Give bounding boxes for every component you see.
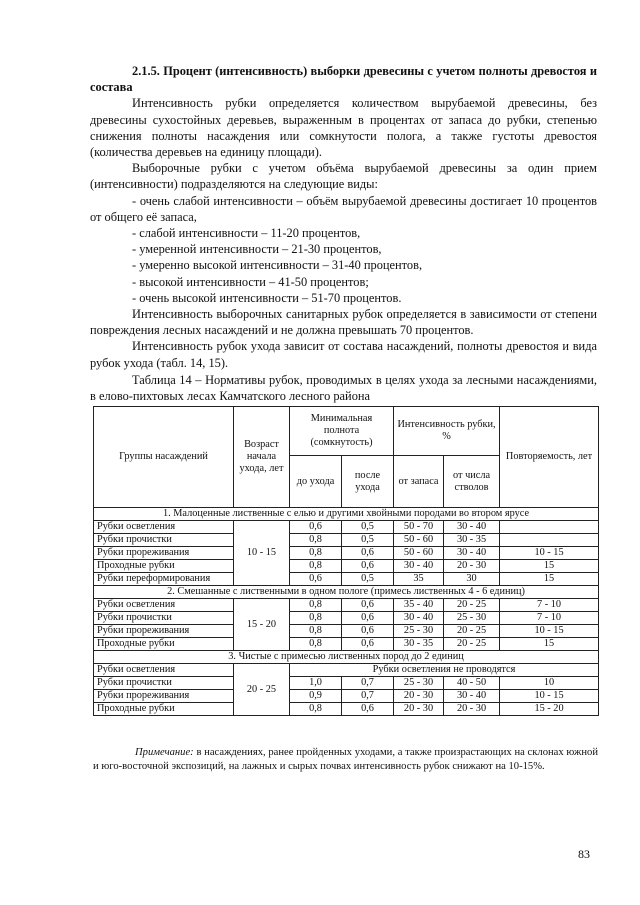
section-title-row: [94, 508, 599, 521]
table-row: [94, 534, 599, 547]
cell-repeat: 7 - 10: [500, 599, 599, 612]
cell-repeat: [500, 534, 599, 547]
cell-name: Проходные рубки: [94, 560, 234, 573]
cell-name: Проходные рубки: [94, 638, 234, 651]
table-caption: Таблица 14 – Нормативы рубок, проводимых в целях ухода за лесными насаждениями, в елово-пихтовых лесах Камчатского лесного района: [90, 372, 597, 404]
cell-trees: 20 - 30: [444, 560, 500, 573]
cell-stock: 20 - 30: [394, 690, 444, 703]
cell-after: 0,7: [342, 690, 394, 703]
cell-age: 20 - 25: [234, 664, 290, 716]
list-item: - умеренной интенсивности – 21-30 процентов,: [132, 242, 382, 257]
header-intensity: Интенсивность рубки, %: [394, 407, 500, 456]
cell-trees: 30 - 40: [444, 547, 500, 560]
section-title-row: [94, 586, 599, 599]
table-row: [94, 625, 599, 638]
cell-before: 0,8: [290, 599, 342, 612]
cell-merged-note: Рубки осветления не проводятся: [290, 664, 599, 677]
cell-before: 0,8: [290, 703, 342, 716]
cell-trees: 20 - 25: [444, 599, 500, 612]
cell-trees: 30 - 35: [444, 534, 500, 547]
header-density-before: до ухода: [290, 456, 342, 508]
cell-after: 0,5: [342, 573, 394, 586]
cell-name: Рубки осветления: [94, 664, 234, 677]
cell-repeat: 15: [500, 638, 599, 651]
table-row: [94, 677, 599, 690]
cell-repeat: 7 - 10: [500, 612, 599, 625]
cell-age: 10 - 15: [234, 521, 290, 586]
cell-before: 0,8: [290, 638, 342, 651]
cell-after: 0,6: [342, 638, 394, 651]
cell-after: 0,7: [342, 677, 394, 690]
cell-after: 0,6: [342, 547, 394, 560]
table-row: [94, 638, 599, 651]
note-label: Примечание:: [135, 747, 194, 758]
cell-name: Рубки прочистки: [94, 677, 234, 690]
cell-trees: 30 - 40: [444, 521, 500, 534]
list-item: - очень слабой интенсивности – объём вырубаемой древесины достигает 10 процентов от общего её запаса,: [90, 193, 597, 224]
cell-repeat: 10 - 15: [500, 690, 599, 703]
list-item: - очень высокой интенсивности – 51-70 процентов.: [132, 290, 402, 305]
table-row: [94, 521, 599, 534]
cell-stock: 25 - 30: [394, 677, 444, 690]
cell-trees: 20 - 25: [444, 625, 500, 638]
cell-before: 0,8: [290, 547, 342, 560]
cell-stock: 30 - 40: [394, 612, 444, 625]
header-density: Минимальная полнота (сомкнутость): [290, 407, 394, 456]
cell-after: 0,5: [342, 521, 394, 534]
cell-after: 0,5: [342, 534, 394, 547]
cell-stock: 35 - 40: [394, 599, 444, 612]
cell-trees: 30 - 40: [444, 690, 500, 703]
cell-after: 0,6: [342, 625, 394, 638]
page-number: 83: [578, 847, 590, 861]
table-row: [94, 573, 599, 586]
cell-name: Рубки осветления: [94, 521, 234, 534]
cell-stock: 35: [394, 573, 444, 586]
cell-before: 0,8: [290, 534, 342, 547]
paragraph-2: Выборочные рубки с учетом объёма вырубаемой древесины за один прием (интенсивности) подразделяются на следующие виды:: [90, 161, 597, 192]
paragraph-4: Интенсивность рубок ухода зависит от состава насаждений, полноты древостоя и вида рубок ухода (табл. 14, 15).: [90, 339, 597, 370]
cell-name: Рубки прочистки: [94, 534, 234, 547]
cell-stock: 25 - 30: [394, 625, 444, 638]
table-row: [94, 703, 599, 716]
table-note: [93, 746, 598, 773]
paragraph-1: Интенсивность рубки определяется количеством вырубаемой древесины, без древесины сухостойных деревьев, выраженным в процентах от запаса до рубки, степенью снижения полноты насаждения или сомкнутости полога, а также густоты древостоя (количества деревьев на единицу площади).: [90, 96, 597, 160]
cell-repeat: 10: [500, 677, 599, 690]
list-item: - слабой интенсивности – 11-20 процентов,: [132, 226, 361, 241]
section-title: 2. Смешанные с лиственными в одном пологе (примесь лиственных 4 - 6 единиц): [94, 586, 599, 599]
cell-repeat: 15: [500, 573, 599, 586]
section-title: 1. Малоценные лиственные с елью и другими хвойными породами во втором ярусе: [94, 508, 599, 521]
cell-name: Проходные рубки: [94, 703, 234, 716]
cell-trees: 20 - 30: [444, 703, 500, 716]
cell-before: 0,6: [290, 573, 342, 586]
cell-after: 0,6: [342, 703, 394, 716]
list-item: - умеренно высокой интенсивности – 31-40 процентов,: [132, 258, 423, 273]
header-group: Группы насаждений: [94, 407, 234, 508]
cell-trees: 25 - 30: [444, 612, 500, 625]
cell-name: Рубки переформирования: [94, 573, 234, 586]
table-row: [94, 547, 599, 560]
cell-after: 0,6: [342, 560, 394, 573]
section-title: 3. Чистые с примесью лиственных пород до 2 единиц: [94, 651, 599, 664]
cell-stock: 20 - 30: [394, 703, 444, 716]
table-row: [94, 599, 599, 612]
header-repeat: Повторяемость, лет: [500, 407, 599, 508]
header-density-after: после ухода: [342, 456, 394, 508]
norms-table: [93, 406, 599, 716]
cell-before: 0,8: [290, 625, 342, 638]
list-item: - высокой интенсивности – 41-50 процентов;: [132, 274, 369, 289]
cell-before: 0,8: [290, 612, 342, 625]
cell-after: 0,6: [342, 612, 394, 625]
cell-before: 1,0: [290, 677, 342, 690]
cell-stock: 50 - 70: [394, 521, 444, 534]
cell-repeat: 10 - 15: [500, 547, 599, 560]
cell-before: 0,8: [290, 560, 342, 573]
cell-age: 15 - 20: [234, 599, 290, 651]
cell-name: Рубки прореживания: [94, 625, 234, 638]
table-row: [94, 560, 599, 573]
header-age: Возраст начала ухода, лет: [234, 407, 290, 508]
cell-stock: 30 - 35: [394, 638, 444, 651]
cell-name: Рубки прореживания: [94, 690, 234, 703]
cell-stock: 50 - 60: [394, 534, 444, 547]
table-row: [94, 690, 599, 703]
cell-before: 0,9: [290, 690, 342, 703]
cell-stock: 50 - 60: [394, 547, 444, 560]
table-row: [94, 664, 599, 677]
cell-before: 0,6: [290, 521, 342, 534]
cell-name: Рубки прореживания: [94, 547, 234, 560]
cell-trees: 30: [444, 573, 500, 586]
section-heading: 2.1.5. Процент (интенсивность) выборки древесины с учетом полноты древостоя и состава: [90, 64, 597, 95]
header-intensity-trees: от числа стволов: [444, 456, 500, 508]
paragraph-3: Интенсивность выборочных санитарных рубок определяется в зависимости от степени повреждения лесных насаждений и не должна превышать 70 процентов.: [90, 307, 597, 338]
text-block: [90, 63, 597, 404]
section-title-row: [94, 651, 599, 664]
cell-trees: 40 - 50: [444, 677, 500, 690]
cell-trees: 20 - 25: [444, 638, 500, 651]
cell-after: 0,6: [342, 599, 394, 612]
cell-repeat: 10 - 15: [500, 625, 599, 638]
header-intensity-stock: от запаса: [394, 456, 444, 508]
cell-repeat: 15 - 20: [500, 703, 599, 716]
table-row: [94, 612, 599, 625]
cell-name: Рубки осветления: [94, 599, 234, 612]
cell-stock: 30 - 40: [394, 560, 444, 573]
cell-repeat: [500, 521, 599, 534]
cell-repeat: 15: [500, 560, 599, 573]
note-text: в насаждениях, ранее пройденных уходами, а также произрастающих на склонах южной и юго-восточной экспозиций, на лажных и сырых почвах интенсивность рубок снижают на 10-15%.: [93, 747, 598, 772]
cell-name: Рубки прочистки: [94, 612, 234, 625]
